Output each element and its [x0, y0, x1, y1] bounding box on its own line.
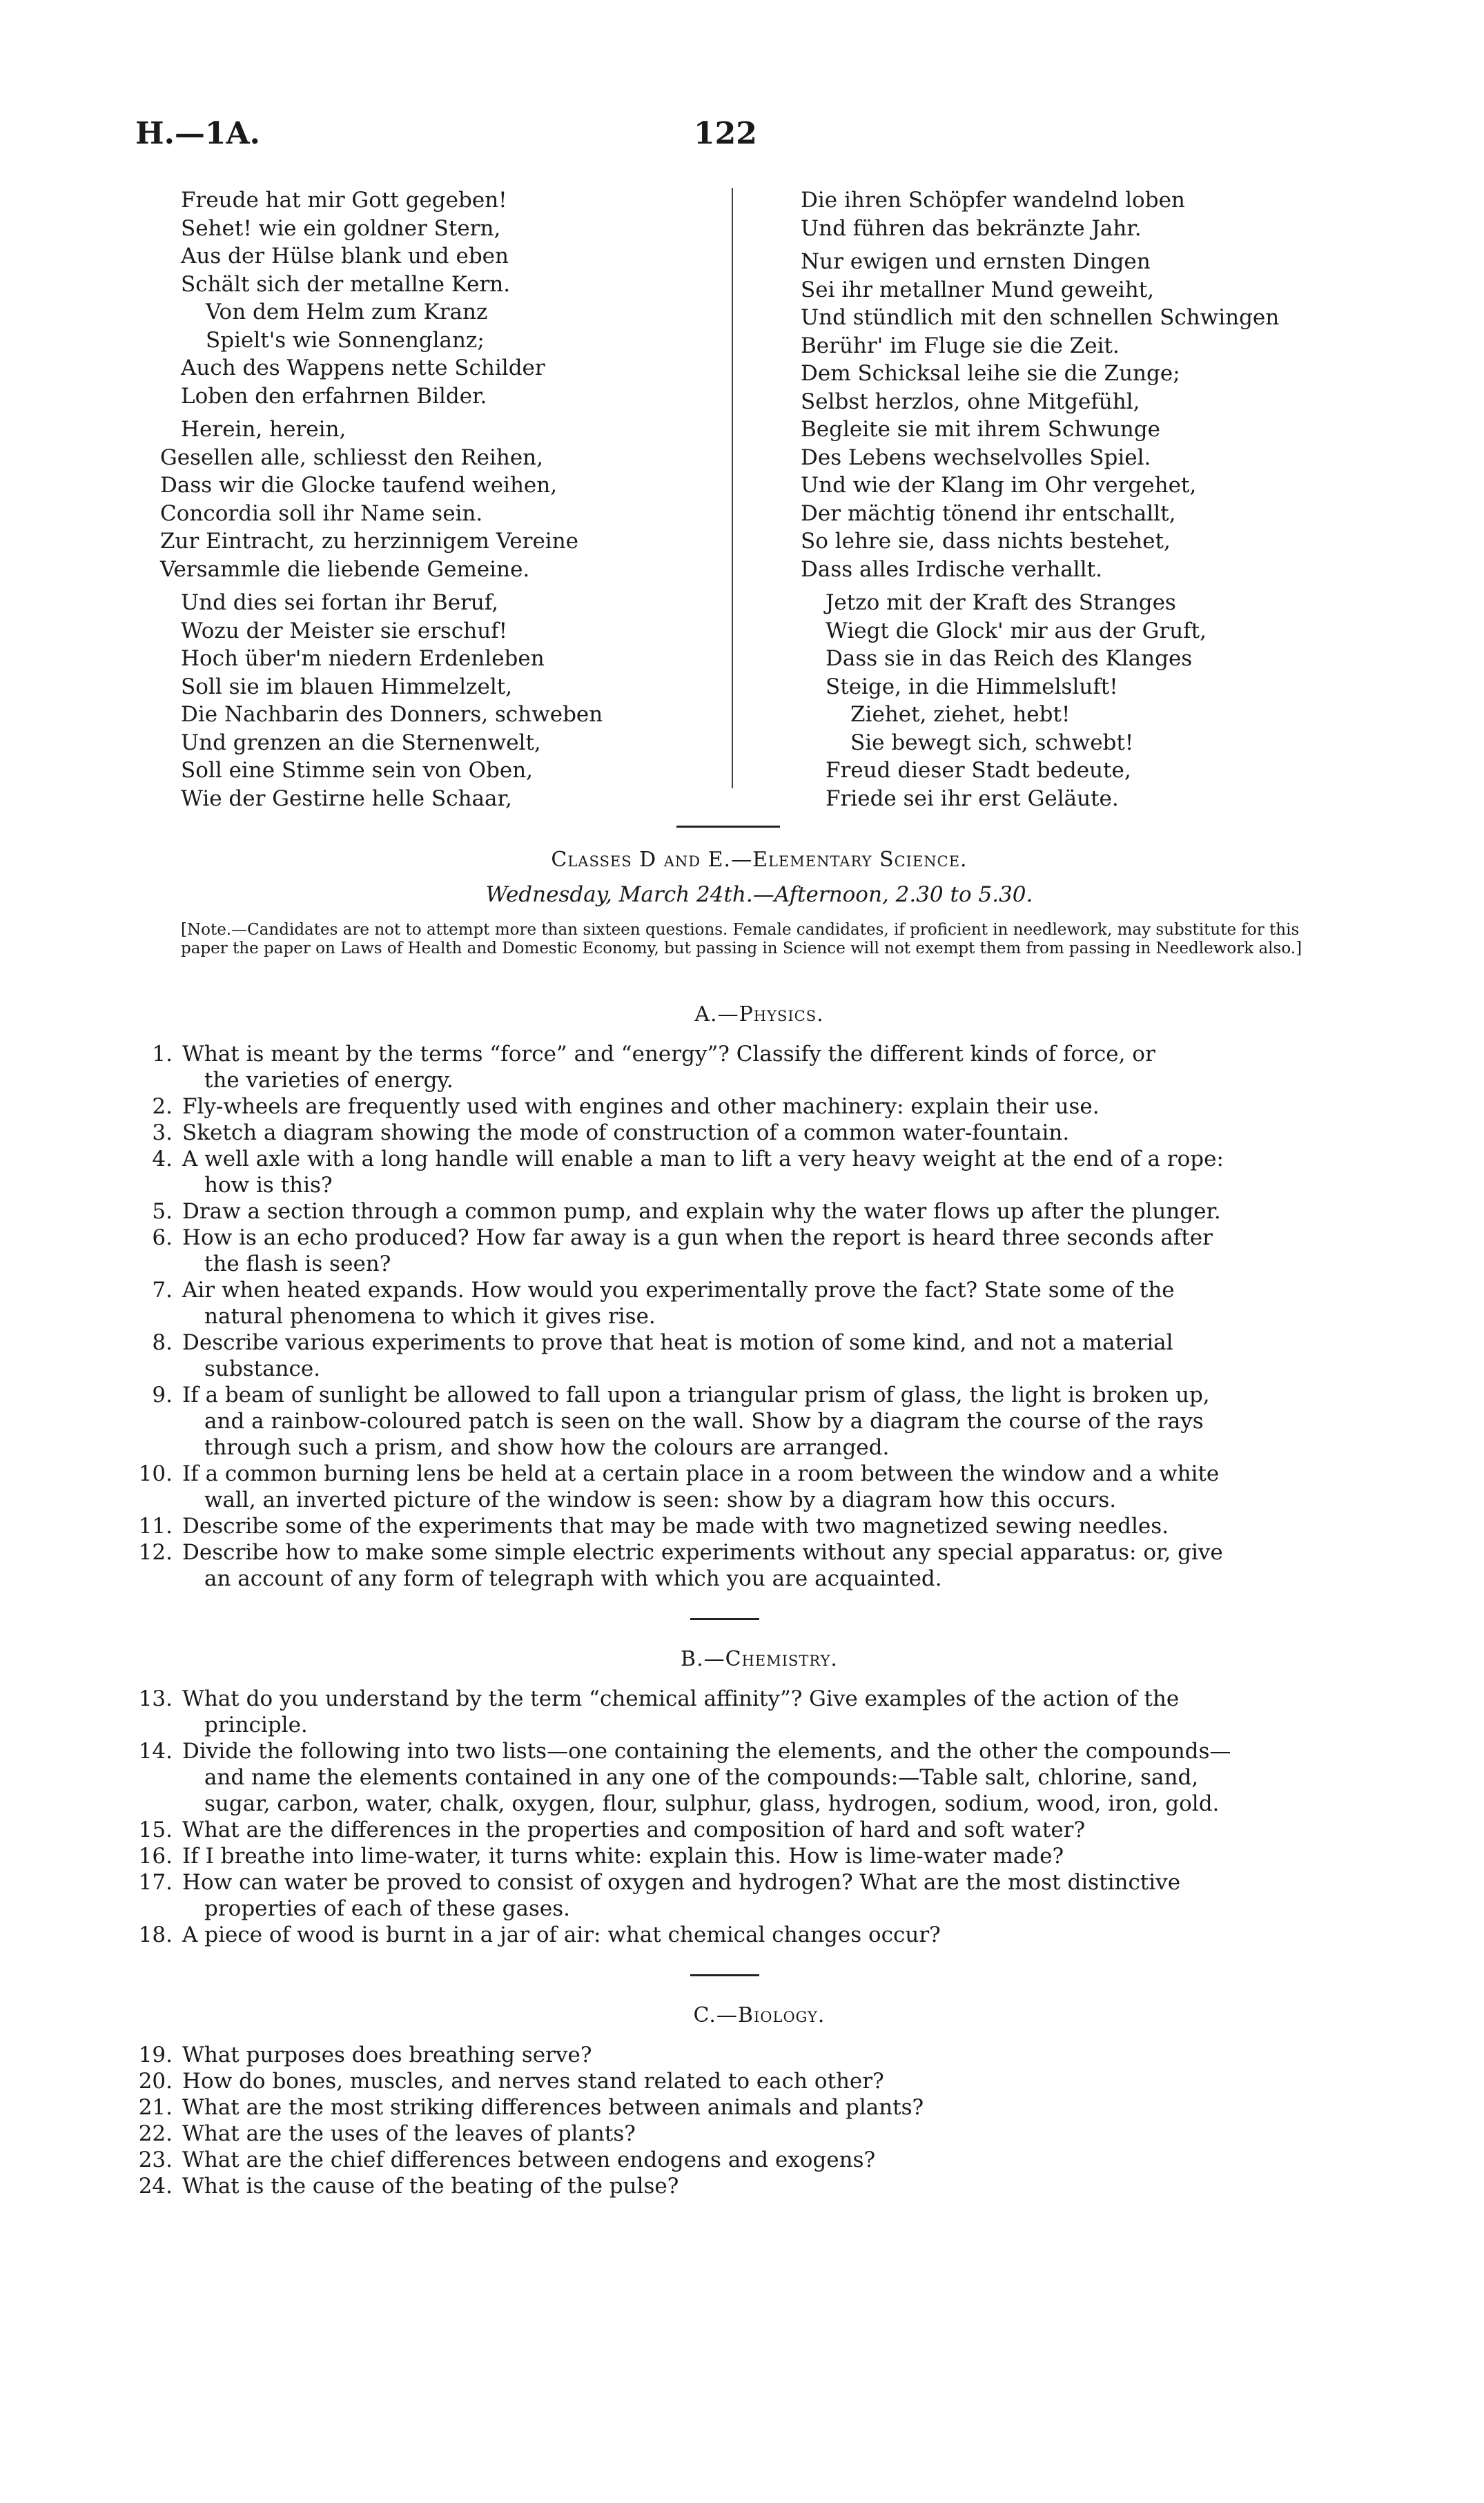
poem-line: Herein, herein,: [181, 417, 346, 442]
section-heading: B.—Chemistry.: [681, 1647, 838, 1671]
question-text: [182, 1146, 1363, 1198]
question-text: [182, 1869, 1363, 1922]
poem-line: Wie der Gestirne helle Schaar,: [181, 786, 512, 811]
poem-line: Der mächtig tönend ihr entschallt,: [801, 500, 1176, 526]
page-number: 122: [694, 116, 757, 151]
question-text: [182, 1093, 1363, 1120]
poem-line: Jetzo mit der Kraft des Stranges: [826, 590, 1176, 615]
poem-line: Friede sei ihr erst Geläute.: [826, 786, 1119, 811]
poem-line: Und führen das bekränzte Jahr.: [801, 215, 1142, 241]
poem-line: Concordia soll ihr Name sein.: [160, 500, 483, 526]
poem-line: Sehet! wie ein goldner Stern,: [181, 215, 501, 241]
question-text: [182, 1330, 1363, 1382]
poem-line: Berühr' im Fluge sie die Zeit.: [801, 333, 1120, 358]
question-text: [182, 2094, 1363, 2121]
question-line: How do bones, muscles, and nerves stand related to each other?: [182, 2069, 884, 2094]
exam-note: [Note.—Candidates are not to attempt more than sixteen questions. Female candidates, if proficient in needlework, may substitute for this paper the paper on Laws of Health and Domestic Economy, but passing in Science will not exempt them from passing in Needlework also.]: [181, 921, 1302, 957]
question-item: [124, 1198, 1360, 1225]
question-line: substance.: [204, 1356, 321, 1381]
question-number: 24.: [138, 2174, 173, 2199]
question-text: [182, 1225, 1363, 1277]
poem-line: Loben den erfahrnen Bilder.: [181, 383, 487, 409]
question-item: [124, 2173, 1360, 2199]
question-line: How can water be proved to consist of oxygen and hydrogen? What are the most distinctive: [182, 1870, 1181, 1895]
question-line: and name the elements contained in any one of the compounds:—Table salt, chlorine, sand,: [204, 1765, 1199, 1790]
question-number: 10.: [138, 1461, 173, 1486]
question-line: sugar, carbon, water, chalk, oxygen, flour, sulphur, glass, hydrogen, sodium, wood, iron, gold.: [204, 1791, 1220, 1816]
poem-line: Auch des Wappens nette Schilder: [181, 356, 545, 380]
question-line: Draw a section through a common pump, and explain why the water flows up after the plunger.: [182, 1199, 1221, 1224]
poem-line: Die ihren Schöpfer wandelnd loben: [801, 188, 1185, 213]
question-number: 9.: [152, 1383, 173, 1408]
question-item: [124, 2042, 1360, 2068]
question-line: What are the chief differences between endogens and exogens?: [182, 2147, 876, 2172]
question-number: 6.: [152, 1225, 173, 1250]
question-number: 17.: [138, 1870, 173, 1895]
poem-line: Von dem Helm zum Kranz: [206, 300, 488, 324]
question-text: [182, 1817, 1363, 1843]
poem-line: Die Nachbarin des Donners, schweben: [181, 702, 603, 727]
question-text: [182, 1198, 1363, 1225]
question-line: through such a prism, and show how the colours are arranged.: [204, 1435, 890, 1460]
question-line: the flash is seen?: [204, 1252, 391, 1276]
question-number: 3.: [152, 1120, 173, 1145]
question-item: [124, 1539, 1360, 1592]
poem-line: Freude hat mir Gott gegeben!: [181, 188, 507, 213]
question-item: [124, 2068, 1360, 2094]
question-text: [182, 1461, 1363, 1513]
section-rule: [690, 1974, 759, 1976]
poem-line: Und grenzen an die Sternenwelt,: [181, 730, 541, 755]
poem-line: Des Lebens wechselvolles Spiel.: [801, 445, 1151, 470]
question-line: What is meant by the terms “force” and “energy”? Classify the different kinds of force, or: [182, 1042, 1155, 1067]
question-text: [182, 1922, 1363, 1948]
poem-line: Zur Eintracht, zu herzinnigem Vereine: [160, 529, 579, 554]
section-heading: C.—Biology.: [693, 2003, 826, 2027]
question-line: If a beam of sunlight be allowed to fall upon a triangular prism of glass, the light is broken up,: [182, 1383, 1210, 1408]
question-line: Sketch a diagram showing the mode of construction of a common water-fountain.: [182, 1120, 1070, 1145]
question-number: 14.: [138, 1739, 173, 1764]
question-line: Describe how to make some simple electric experiments without any special apparatus: or, give: [182, 1540, 1223, 1565]
poem-left-column: [160, 186, 719, 812]
question-line: wall, an inverted picture of the window is seen: show by a diagram how this occurs.: [204, 1488, 1117, 1512]
question-item: [124, 2094, 1360, 2121]
question-line: What are the uses of the leaves of plants?: [182, 2121, 636, 2146]
question-number: 1.: [152, 1042, 173, 1067]
question-item: [124, 1461, 1360, 1513]
question-text: [182, 1513, 1363, 1539]
section-rule: [676, 826, 780, 828]
question-line: Fly-wheels are frequently used with engines and other machinery: explain their use.: [182, 1094, 1100, 1119]
question-number: 11.: [138, 1514, 173, 1539]
question-item: [124, 1843, 1360, 1869]
poem-line: Dem Schicksal leihe sie die Zunge;: [801, 361, 1180, 386]
question-number: 18.: [138, 1922, 173, 1947]
column-divider: [732, 188, 733, 788]
poem-line: Selbst herzlos, ohne Mitgefühl,: [801, 389, 1140, 414]
question-number: 2.: [152, 1094, 173, 1119]
question-item: [124, 1382, 1360, 1461]
question-number: 19.: [138, 2043, 173, 2067]
question-line: A piece of wood is burnt in a jar of air: what chemical changes occur?: [182, 1922, 941, 1947]
question-line: What are the most striking differences between animals and plants?: [182, 2095, 924, 2120]
question-number: 23.: [138, 2147, 173, 2172]
poem-line: Ziehet, ziehet, hebt!: [850, 702, 1071, 727]
question-text: [182, 1120, 1363, 1146]
question-item: [124, 1738, 1360, 1817]
poem-line: Versammle die liebende Gemeine.: [160, 556, 530, 582]
question-item: [124, 1146, 1360, 1198]
section-heading: A.—Physics.: [694, 1002, 824, 1026]
poem-line: Dass wir die Glocke taufend weihen,: [160, 473, 558, 498]
question-text: [182, 2068, 1363, 2094]
document-reference: H.—1A.: [135, 116, 260, 151]
poem-line: Gesellen alle, schliesst den Reihen,: [160, 445, 544, 470]
poem-line: Sei ihr metallner Mund geweiht,: [801, 277, 1155, 302]
question-number: 15.: [138, 1818, 173, 1842]
section-rule: [690, 1618, 759, 1620]
poem-line: Nur ewigen und ernsten Dingen: [801, 249, 1151, 274]
question-line: natural phenomena to which it gives rise.: [204, 1304, 656, 1329]
question-line: What is the cause of the beating of the pulse?: [182, 2174, 679, 2199]
poem-line: Begleite sie mit ihrem Schwunge: [801, 417, 1160, 442]
question-number: 8.: [152, 1330, 173, 1355]
question-line: the varieties of energy.: [204, 1068, 453, 1093]
question-line: What do you understand by the term “chemical affinity”? Give examples of the action of the: [182, 1686, 1180, 1711]
question-number: 4.: [152, 1147, 173, 1171]
question-line: What are the differences in the properties and composition of hard and soft water?: [182, 1818, 1086, 1842]
question-line: How is an echo produced? How far away is a gun when the report is heard three seconds after: [182, 1225, 1213, 1250]
question-item: [124, 1225, 1360, 1277]
question-line: Describe some of the experiments that may be made with two magnetized sewing needles.: [182, 1514, 1169, 1539]
question-text: [182, 1382, 1363, 1461]
question-line: Divide the following into two lists—one containing the elements, and the other the compounds—: [182, 1739, 1231, 1764]
poem-line: Soll eine Stimme sein von Oben,: [181, 758, 534, 783]
question-number: 22.: [138, 2121, 173, 2146]
question-item: [124, 1093, 1360, 1120]
poem-line: Schält sich der metallne Kern.: [181, 271, 511, 297]
question-text: [182, 2147, 1363, 2173]
question-text: [182, 2121, 1363, 2147]
question-line: principle.: [204, 1713, 308, 1737]
poem-line: So lehre sie, dass nichts bestehet,: [801, 529, 1171, 554]
poem-line: Und dies sei fortan ihr Beruf,: [181, 590, 499, 615]
question-number: 5.: [152, 1199, 173, 1224]
question-number: 12.: [138, 1540, 173, 1565]
question-item: [124, 1277, 1360, 1330]
question-item: [124, 2147, 1360, 2173]
question-line: an account of any form of telegraph with which you are acquainted.: [204, 1566, 942, 1591]
poem-line: Steige, in die Himmelsluft!: [826, 674, 1118, 699]
poem-line: Und stündlich mit den schnellen Schwingen: [801, 305, 1280, 330]
question-line: If I breathe into lime-water, it turns white: explain this. How is lime-water made?: [182, 1844, 1064, 1869]
poem-line: Aus der Hülse blank und eben: [181, 244, 509, 269]
question-line: Describe various experiments to prove that heat is motion of some kind, and not a material: [182, 1330, 1173, 1355]
poem-line: Wiegt die Glock' mir aus der Gruft,: [826, 618, 1207, 643]
poem-line: Wozu der Meister sie erschuf!: [181, 618, 508, 643]
question-line: properties of each of these gases.: [204, 1896, 571, 1921]
question-item: [124, 1330, 1360, 1382]
question-item: [124, 1869, 1360, 1922]
poem-line: Sie bewegt sich, schwebt!: [850, 730, 1134, 755]
question-line: Air when heated expands. How would you experimentally prove the fact? State some of the: [182, 1278, 1175, 1303]
exam-date: Wednesday, March 24th.—Afternoon, 2.30 to 5.30.: [485, 882, 1033, 907]
poem-line: Dass alles Irdische verhallt.: [801, 556, 1102, 582]
question-text: [182, 1686, 1363, 1738]
question-item: [124, 1817, 1360, 1843]
question-text: [182, 1738, 1363, 1817]
question-line: how is this?: [204, 1173, 333, 1198]
question-line: What purposes does breathing serve?: [182, 2043, 592, 2067]
poem-line: Soll sie im blauen Himmelzelt,: [181, 674, 513, 699]
question-number: 7.: [152, 1278, 173, 1303]
poem-line: Dass sie in das Reich des Klanges: [826, 646, 1193, 671]
question-item: [124, 2121, 1360, 2147]
question-number: 20.: [138, 2069, 173, 2094]
question-text: [182, 1041, 1363, 1093]
poem-line: Hoch über'm niedern Erdenleben: [181, 646, 545, 671]
question-line: A well axle with a long handle will enable a man to lift a very heavy weight at the end of a rope:: [182, 1147, 1224, 1171]
question-item: [124, 1922, 1360, 1948]
question-number: 13.: [138, 1686, 173, 1711]
question-text: [182, 2173, 1363, 2199]
poem-line: Spielt's wie Sonnenglanz;: [206, 327, 485, 353]
question-line: If a common burning lens be held at a certain place in a room between the window and a white: [182, 1461, 1220, 1486]
question-number: 16.: [138, 1844, 173, 1869]
poem-line: Und wie der Klang im Ohr vergehet,: [801, 473, 1197, 498]
poem-right-column: [801, 186, 1353, 812]
question-text: [182, 1277, 1363, 1330]
question-text: [182, 2042, 1363, 2068]
question-item: [124, 1041, 1360, 1093]
question-item: [124, 1513, 1360, 1539]
question-item: [124, 1686, 1360, 1738]
question-item: [124, 1120, 1360, 1146]
question-line: and a rainbow-coloured patch is seen on the wall. Show by a diagram the course of the rays: [204, 1409, 1204, 1434]
question-text: [182, 1539, 1363, 1592]
poem-line: Freud dieser Stadt bedeute,: [826, 758, 1131, 783]
question-text: [182, 1843, 1363, 1869]
question-number: 21.: [138, 2095, 173, 2120]
exam-title: Classes D and E.—Elementary Science.: [551, 848, 968, 872]
